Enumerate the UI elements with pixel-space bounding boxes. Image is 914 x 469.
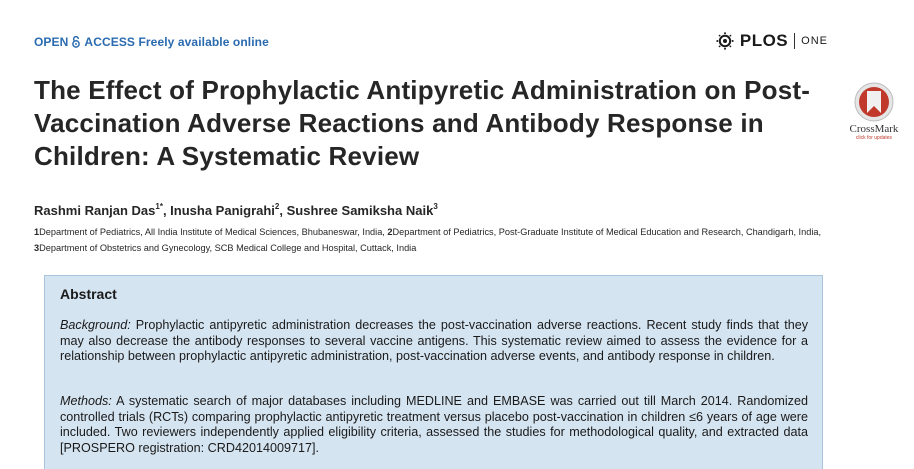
- author-name[interactable]: Sushree Samiksha Naik: [286, 203, 434, 218]
- affiliation-number: 1: [34, 227, 40, 237]
- author-name[interactable]: Rashmi Ranjan Das: [34, 203, 156, 218]
- author-name[interactable]: Inusha Panigrahi: [170, 203, 275, 218]
- abstract-background: [60, 318, 808, 365]
- open-access-lock-icon: [71, 36, 81, 48]
- author-affil-marker: 1*: [155, 202, 163, 211]
- crossmark-sublabel: click for updates: [855, 135, 893, 141]
- abstract-heading: Abstract: [60, 286, 117, 302]
- crossmark-label: CrossMark: [849, 123, 899, 135]
- affiliation-text: Department of Pediatrics, All India Institute of Medical Sciences, Bhubaneswar, India,: [39, 227, 388, 237]
- affiliations: [34, 224, 830, 256]
- author-separator: ,: [162, 203, 171, 218]
- background-text: Prophylactic antipyretic administration decreases the post-vaccination adverse reactions. Recent study finds that they may also decrease the antibody responses to several vaccine antigens. This systematic review aimed to assess the evidence for a relationship between prophylactic antipyretic administration, post-vaccination adverse events, and antibody response in children.: [60, 318, 808, 363]
- background-label: Background:: [60, 318, 131, 332]
- methods-text: A systematic search of major databases including MEDLINE and EMBASE was carried out till March 2014. Randomized controlled trials (RCTs) comparing prophylactic antipyretic treatment versus placebo post-vaccination in children ≤6 years of age were included. Two reviewers independently applied eligibility criteria, assessed the studies for methodological quality, and extracted data [PROSPERO registration: CRD42014009717].: [60, 394, 808, 455]
- crossmark-badge[interactable]: [842, 82, 906, 141]
- plos-one-logo[interactable]: [716, 30, 828, 52]
- affiliation-number: 2: [387, 227, 393, 237]
- abstract-box: [44, 275, 823, 469]
- open-access-left-text: OPEN: [34, 35, 69, 49]
- affiliation-number: 3: [34, 243, 40, 253]
- affiliation-text: Department of Obstetrics and Gynecology, SCB Medical College and Hospital, Cuttack, India: [39, 243, 417, 253]
- abstract-methods: [60, 394, 808, 456]
- journal-header: [34, 30, 830, 52]
- article-title: The Effect of Prophylactic Antipyretic Administration on Post-Vaccination Adverse Reactions and Antibody Response in Children: A Systematic Review: [34, 75, 811, 171]
- author-separator: ,: [279, 203, 287, 218]
- open-access-right-text: ACCESS: [84, 35, 136, 49]
- author-list: [34, 202, 438, 218]
- author-affil-marker: 2: [274, 202, 280, 211]
- freely-available-text: Freely available online: [138, 35, 269, 49]
- affiliation-text: Department of Pediatrics, Post-Graduate Institute of Medical Education and Research, Chandigarh, India,: [392, 227, 822, 237]
- plos-sun-icon: [716, 32, 734, 50]
- author-affil-marker: 3: [433, 202, 438, 211]
- plos-wordmark: PLOS: [739, 31, 789, 50]
- open-access-banner[interactable]: [34, 35, 269, 49]
- methods-label: Methods:: [60, 394, 112, 408]
- crossmark-icon: [854, 82, 894, 122]
- one-wordmark: ONE: [801, 35, 828, 47]
- logo-divider: [794, 33, 795, 49]
